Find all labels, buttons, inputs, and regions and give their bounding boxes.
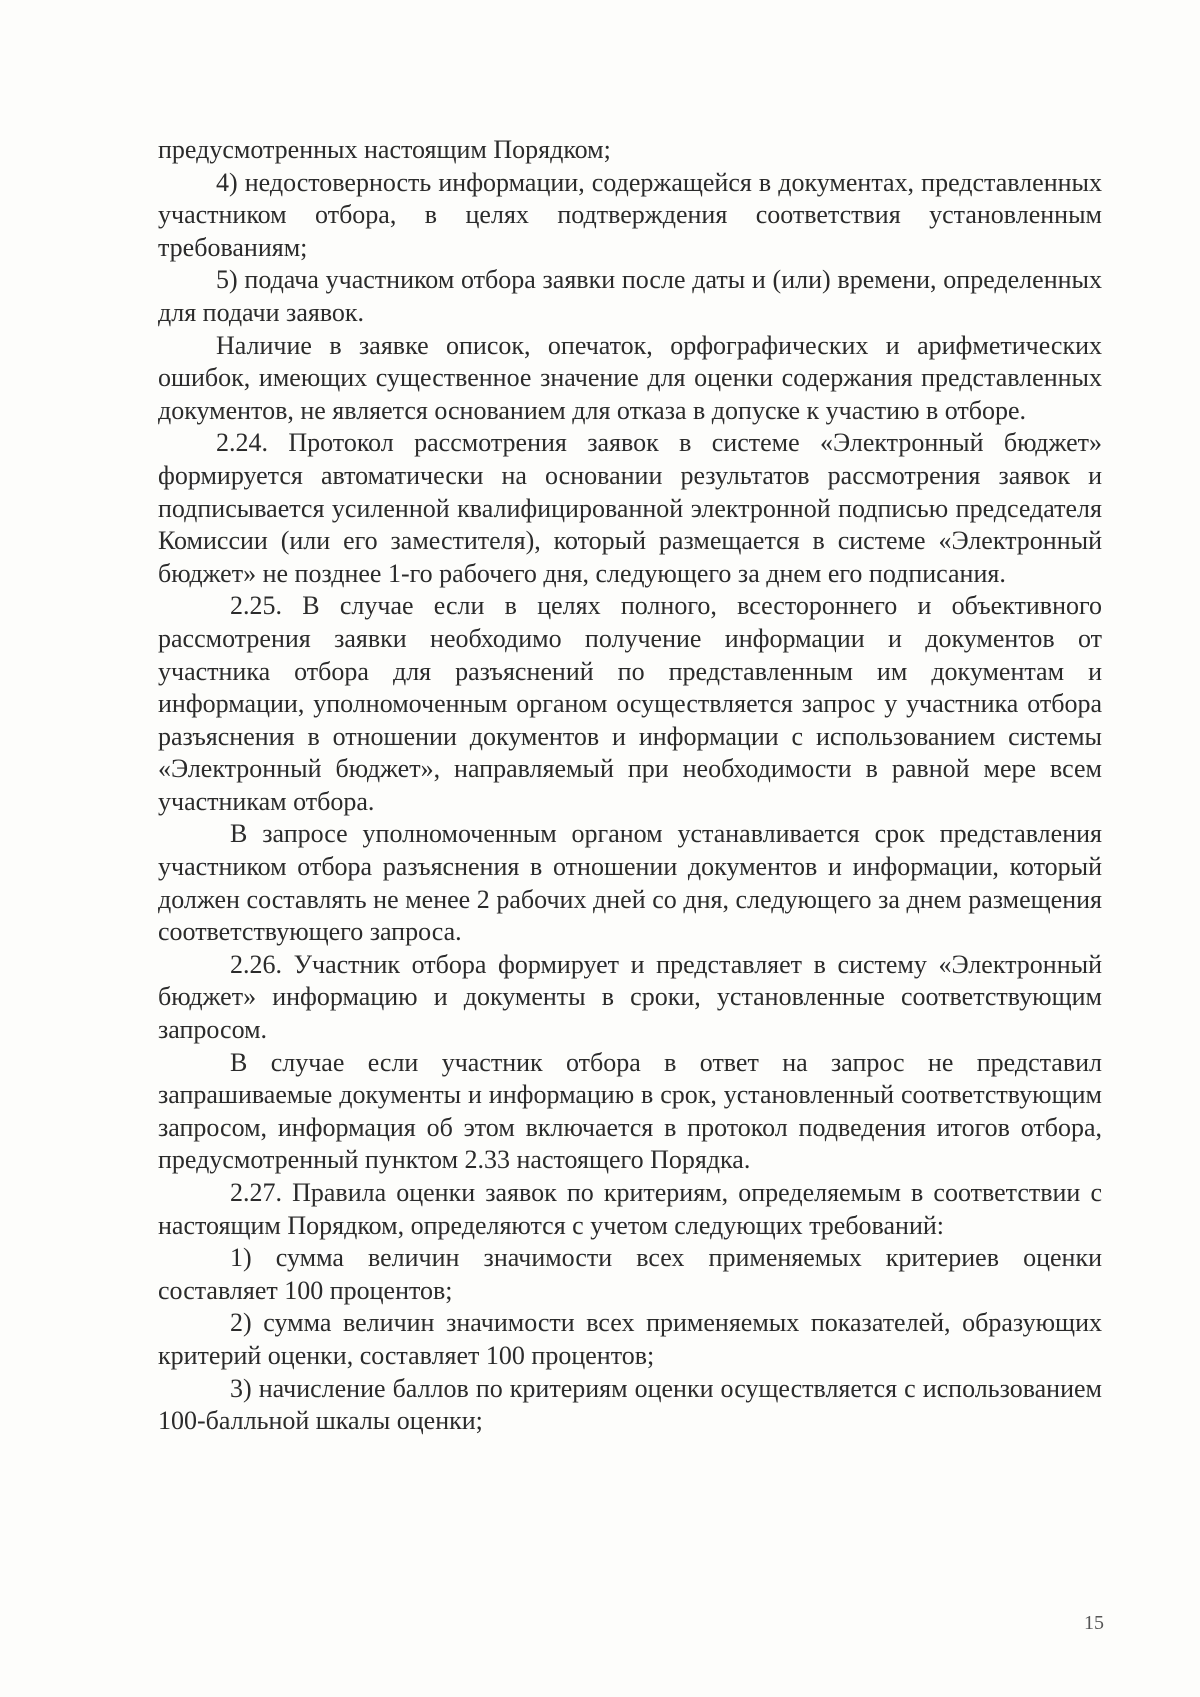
paragraph-rule-1: 1) сумма величин значимости всех применяемых критериев оценки составляет 100 процентов; bbox=[158, 1243, 1102, 1305]
page-number: 15 bbox=[1084, 1612, 1104, 1634]
paragraph-2-26: 2.26. Участник отбора формирует и представляет в систему «Электронный бюджет» информацию и документы в сроки, установленные соответствующим запросом. bbox=[158, 949, 1102, 1045]
paragraph-item-4: 4) недостоверность информации, содержащейся в документах, представленных участником отбора, в целях подтверждения соответствия установленным требованиям; bbox=[158, 167, 1102, 262]
paragraph-no-response: В случае если участник отбора в ответ на запрос не представил запрашиваемые документы и информацию в срок, установленный соответствующим запросом, информация об этом включается в протокол подведения итогов отбора, предусмотренный пунктом 2.33 настоящего Порядка. bbox=[158, 1047, 1102, 1175]
paragraph-rule-2: 2) сумма величин значимости всех применяемых показателей, образующих критерий оценки, составляет 100 процентов; bbox=[158, 1308, 1102, 1370]
paragraph-request-deadline: В запросе уполномоченным органом устанавливается срок представления участником отбора разъяснения в отношении документов и информации, который должен составлять не менее 2 рабочих дней со дня, следующего за днем размещения соответствующего запроса. bbox=[158, 819, 1102, 947]
paragraph-continuation: предусмотренных настоящим Порядком; bbox=[158, 135, 611, 164]
document-body bbox=[158, 134, 1102, 1438]
paragraph-rule-3: 3) начисление баллов по критериям оценки осуществляется с использованием 100-балльной шкалы оценки; bbox=[158, 1373, 1102, 1436]
paragraph-typos: Наличие в заявке описок, опечаток, орфографических и арифметических ошибок, имеющих существенное значение для оценки содержания представленных документов, не является основанием для отказа в допуске к участию в отборе. bbox=[158, 330, 1102, 425]
paragraph-2-24: 2.24. Протокол рассмотрения заявок в системе «Электронный бюджет» формируется автоматически на основании результатов рассмотрения заявок и подписывается усиленной квалифицированной электронной подписью председателя Комиссии (или его заместителя), который размещается в системе «Электронный бюджет» не позднее 1-го рабочего дня, следующего за днем его подписания. bbox=[158, 428, 1102, 588]
paragraph-2-25: 2.25. В случае если в целях полного, всестороннего и объективного рассмотрения заявки необходимо получение информации и документов от участника отбора для разъяснений по представленным им документам и информации, уполномоченным органом осуществляется запрос у участника отбора разъяснения в отношении документов и информации с использованием системы «Электронный бюджет», направляемый при необходимости в равной мере всем участникам отбора. bbox=[158, 591, 1102, 816]
paragraph-item-5: 5) подача участником отбора заявки после даты и (или) времени, определенных для подачи заявок. bbox=[158, 265, 1102, 327]
paragraph-2-27: 2.27. Правила оценки заявок по критериям, определяемым в соответствии с настоящим Порядком, определяются с учетом следующих требований: bbox=[158, 1178, 1102, 1240]
